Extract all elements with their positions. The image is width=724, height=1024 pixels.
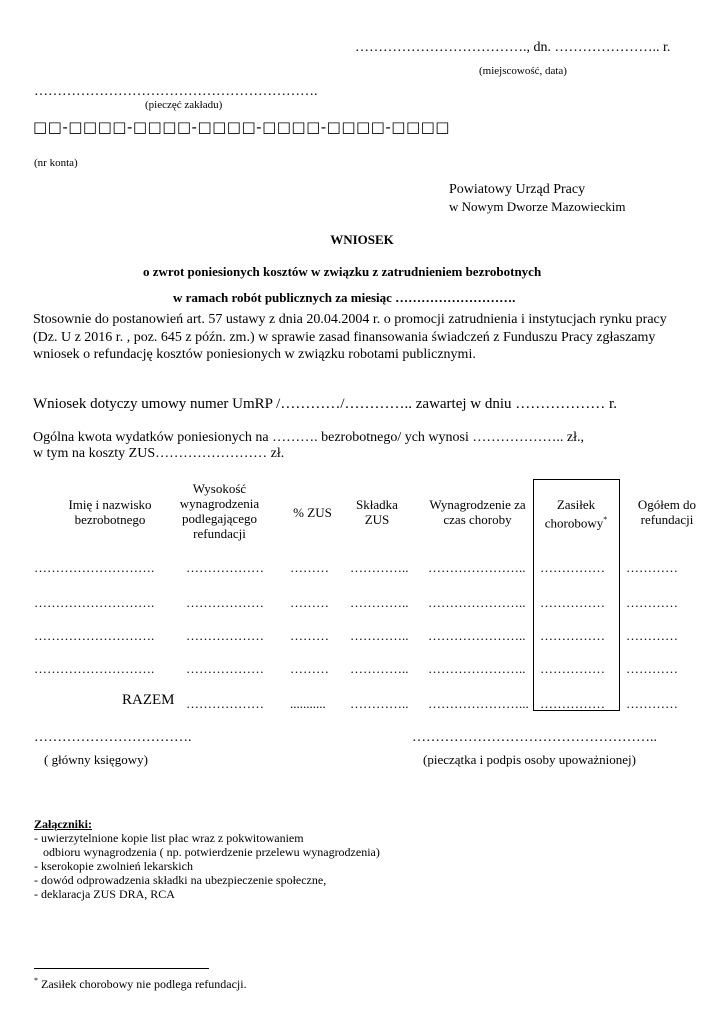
row-cell-salary: ………………	[186, 661, 264, 676]
row-cell-zus-contribution: …………..	[350, 661, 409, 676]
attachment-item: odbioru wynagrodzenia ( np. potwierdzenie przelewu wynagrodzenia)	[34, 845, 380, 859]
row-cell-total: …………	[626, 628, 678, 643]
total-cell-zus-percent: ...........	[290, 696, 326, 711]
accountant-caption: ( główny księgowy)	[44, 752, 148, 767]
row-cell-salary: ………………	[186, 595, 264, 610]
row-cell-sick-pay: …………………..	[428, 628, 526, 643]
account-caption: (nr konta)	[34, 157, 78, 169]
row-cell-total: …………	[626, 595, 678, 610]
attachment-item: - uwierzytelnione kopie list płac wraz z pokwitowaniem	[34, 831, 304, 845]
stamp-caption: (pieczęć zakładu)	[145, 99, 223, 111]
header-total-refund: Ogółem do refundacji	[637, 497, 697, 527]
recipient-line-2: w Nowym Dworze Mazowieckim	[449, 199, 626, 214]
row-cell-salary: ………………	[186, 628, 264, 643]
row-cell-zus-percent: ………	[290, 560, 329, 575]
stamp-line: …………………………………………………….	[34, 84, 318, 99]
row-cell-sick-benefit: ……………	[540, 661, 605, 676]
accountant-signature-line: …………………………….	[34, 730, 192, 745]
row-cell-name: ……………………….	[34, 595, 155, 610]
footnote	[34, 976, 247, 992]
footnote-divider	[34, 968, 209, 969]
row-cell-total: …………	[626, 661, 678, 676]
place-date-caption: (miejscowość, data)	[479, 65, 567, 77]
row-cell-zus-percent: ………	[290, 595, 329, 610]
row-cell-zus-contribution: …………..	[350, 595, 409, 610]
row-cell-total: …………	[626, 560, 678, 575]
total-cost-line-2: w tym na koszty ZUS…………………… zł.	[33, 446, 285, 461]
document-subtitle-1: o zwrot poniesionych kosztów w związku z zatrudnieniem bezrobotnych	[143, 264, 542, 279]
total-cell-sick-pay: …………………...	[428, 696, 529, 711]
place-date-line: ………………………………., dn. ………………….. r.	[355, 40, 671, 55]
row-cell-sick-benefit: ……………	[540, 628, 605, 643]
row-cell-zus-contribution: …………..	[350, 628, 409, 643]
header-name: Imię i nazwisko bezrobotnego	[68, 497, 152, 527]
footnote-text: Zasiłek chorobowy nie podlega refundacji.	[38, 977, 247, 991]
row-cell-name: ……………………….	[34, 661, 155, 676]
row-cell-sick-benefit: ……………	[540, 560, 605, 575]
contract-line: Wniosek dotyczy umowy numer UmRP /…………/………….. zawartej w dniu ……………… r.	[33, 396, 617, 412]
row-cell-sick-pay: …………………..	[428, 595, 526, 610]
header-sick-benefit: Zasiłek chorobowy*	[544, 497, 608, 531]
total-row-label: RAZEM	[122, 692, 175, 708]
row-cell-zus-percent: ………	[290, 628, 329, 643]
row-cell-zus-percent: ………	[290, 661, 329, 676]
header-salary: Wysokość wynagrodzenia podlegającego refundacji	[179, 481, 260, 541]
document-subtitle-2: w ramach robót publicznych za miesiąc ……………………….	[173, 290, 516, 305]
row-cell-zus-contribution: …………..	[350, 560, 409, 575]
row-cell-sick-pay: …………………..	[428, 661, 526, 676]
attachments-title: Załączniki:	[34, 817, 93, 831]
total-cell-zus-contribution: …………..	[350, 696, 409, 711]
header-zus-contribution: Składka ZUS	[356, 497, 398, 527]
total-cost-line-1: Ogólna kwota wydatków poniesionych na ………. bezrobotnego/ ych wynosi ……………….. zł.,	[33, 430, 584, 445]
authorized-signature-line: ……………………………………………..	[412, 730, 657, 745]
row-cell-sick-pay: …………………..	[428, 560, 526, 575]
attachment-item: - dowód odprowadzenia składki na ubezpieczenie społeczne,	[34, 873, 327, 887]
attachment-item: - deklaracja ZUS DRA, RCA	[34, 887, 175, 901]
row-cell-name: ……………………….	[34, 560, 155, 575]
header-zus-percent: % ZUS	[293, 505, 332, 520]
total-cell-total: …………	[626, 696, 678, 711]
attachment-item: - kserokopie zwolnień lekarskich	[34, 859, 193, 873]
row-cell-salary: ………………	[186, 560, 264, 575]
paragraph-line-3: wniosek o refundację kosztów poniesionych w związku robotami publicznymi.	[33, 347, 476, 362]
footnote-mark: *	[603, 515, 608, 524]
total-cell-salary: ………………	[186, 696, 264, 711]
document-title: WNIOSEK	[330, 232, 394, 247]
paragraph-line-2: (Dz. U z 2016 r. , poz. 645 z późn. zm.) w sprawie zasad finansowania świadczeń z Funduszu Pracy zgłaszamy	[33, 330, 656, 345]
total-cell-sick-benefit: ……………	[540, 696, 605, 711]
row-cell-sick-benefit: ……………	[540, 595, 605, 610]
account-number-boxes: □□-□□□□-□□□□-□□□□-□□□□-□□□□-□□□□	[33, 118, 450, 136]
paragraph-line-1: Stosownie do postanowień art. 57 ustawy z dnia 20.04.2004 r. o promocji zatrudnienia i instytucjach rynku pracy	[33, 312, 667, 327]
recipient-line-1: Powiatowy Urząd Pracy	[449, 182, 586, 197]
header-sick-pay: Wynagrodzenie za czas choroby	[429, 497, 526, 527]
authorized-caption: (pieczątka i podpis osoby upoważnionej)	[423, 752, 636, 767]
footnote-mark: *	[34, 976, 38, 985]
row-cell-name: ……………………….	[34, 628, 155, 643]
